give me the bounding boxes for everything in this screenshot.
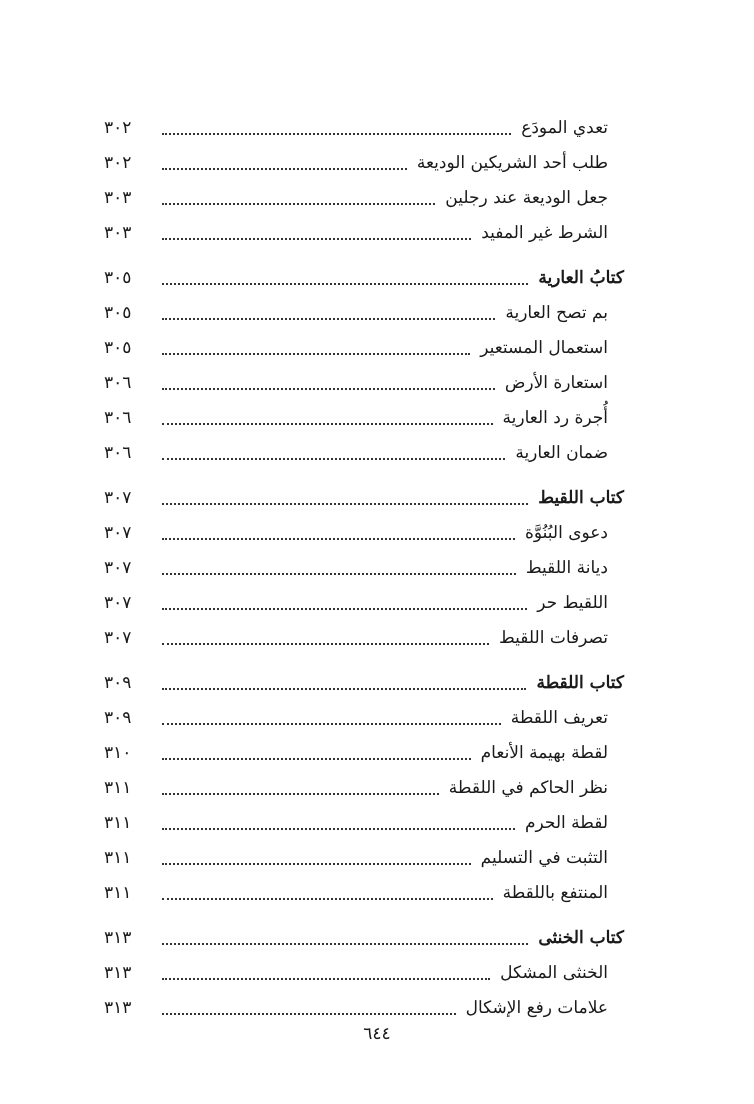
toc-chapter	[104, 665, 624, 700]
toc-entry-title: الخنثى المشكل	[500, 962, 608, 983]
toc-entry	[104, 180, 624, 215]
toc-entry-page: ٣٠٩	[104, 707, 132, 728]
leader-dots	[162, 723, 501, 725]
leader-dots	[162, 1013, 456, 1015]
toc-entry	[104, 805, 624, 840]
toc-entry-page: ٣٠٦	[104, 442, 132, 463]
leader-dots	[162, 283, 528, 285]
page-number: ٦٤٤	[363, 1024, 391, 1044]
table-of-contents	[104, 110, 624, 1025]
toc-entry-title: استعمال المستعير	[480, 337, 608, 358]
toc-entry-page: ٣٠٥	[104, 337, 132, 358]
leader-dots	[162, 503, 528, 505]
toc-entry-page: ٣١١	[104, 777, 132, 798]
leader-dots	[162, 863, 471, 865]
toc-chapter-title: كتاب اللقطة	[536, 672, 624, 693]
toc-entry	[104, 955, 624, 990]
toc-entry-title: التثبت في التسليم	[480, 847, 608, 868]
toc-entry-page: ٣١٣	[104, 962, 132, 983]
toc-entry-page: ٣٠٣	[104, 187, 132, 208]
toc-entry-page: ٣٠٣	[104, 222, 132, 243]
leader-dots	[162, 758, 471, 760]
toc-entry-title: ديانة اللقيط	[525, 557, 608, 578]
toc-entry	[104, 365, 624, 400]
leader-dots	[162, 643, 489, 645]
toc-entry-page: ٣٠٢	[104, 152, 132, 173]
toc-entry	[104, 295, 624, 330]
leader-dots	[162, 608, 527, 610]
toc-entry-page: ٣٠٧	[104, 522, 132, 543]
toc-chapter-title: كتاب اللقيط	[538, 487, 624, 508]
toc-entry-title: المنتفع باللقطة	[502, 882, 608, 903]
leader-dots	[162, 388, 495, 390]
toc-entry-title: اللقيط حر	[537, 592, 608, 613]
toc-entry	[104, 110, 624, 145]
toc-chapter-page: ٣٠٥	[104, 267, 132, 288]
toc-entry	[104, 735, 624, 770]
toc-entry	[104, 875, 624, 910]
toc-entry	[104, 145, 624, 180]
toc-entry	[104, 435, 624, 470]
toc-chapter	[104, 920, 624, 955]
toc-entry	[104, 585, 624, 620]
toc-entry-title: استعارة الأرض	[504, 372, 608, 393]
toc-entry-title: تعريف اللقطة	[510, 707, 608, 728]
leader-dots	[162, 688, 526, 690]
toc-entry	[104, 550, 624, 585]
toc-entry	[104, 990, 624, 1025]
leader-dots	[162, 168, 407, 170]
toc-entry-title: علامات رفع الإشكال	[465, 997, 608, 1018]
toc-entry-title: لقطة الحرم	[524, 812, 608, 833]
toc-chapter	[104, 260, 624, 295]
toc-entry	[104, 770, 624, 805]
toc-chapter	[104, 480, 624, 515]
toc-chapter-page: ٣١٣	[104, 927, 132, 948]
toc-entry-page: ٣٠٧	[104, 592, 132, 613]
leader-dots	[162, 898, 493, 900]
leader-dots	[162, 573, 516, 575]
toc-entry-title: تصرفات اللقيط	[499, 627, 608, 648]
toc-chapter-page: ٣٠٩	[104, 672, 132, 693]
toc-entry-page: ٣٠٢	[104, 117, 132, 138]
toc-entry	[104, 840, 624, 875]
toc-entry-title: بم تصح العارية	[505, 302, 608, 323]
toc-entry-page: ٣١٣	[104, 997, 132, 1018]
toc-entry	[104, 215, 624, 250]
toc-entry-title: نظر الحاكم في اللقطة	[448, 777, 608, 798]
leader-dots	[162, 353, 470, 355]
toc-entry-page: ٣٠٧	[104, 557, 132, 578]
toc-chapter-title: كتاب الخنثى	[538, 927, 624, 948]
toc-entry-title: دعوى البُنُوَّة	[524, 522, 608, 543]
toc-entry-page: ٣١٠	[104, 742, 132, 763]
toc-entry-title: لقطة بهيمة الأنعام	[480, 742, 608, 763]
toc-entry	[104, 515, 624, 550]
toc-entry-title: جعل الوديعة عند رجلين	[445, 187, 608, 208]
leader-dots	[162, 133, 511, 135]
toc-entry-title: ضمان العارية	[515, 442, 608, 463]
toc-entry-title: أُجرة رد العارية	[502, 407, 608, 428]
leader-dots	[162, 203, 435, 205]
toc-entry-page: ٣٠٧	[104, 627, 132, 648]
toc-chapter-title: كتابُ العارية	[538, 267, 624, 288]
leader-dots	[162, 318, 495, 320]
toc-entry-title: الشرط غير المفيد	[481, 222, 608, 243]
leader-dots	[162, 458, 505, 460]
toc-entry-page: ٣١١	[104, 882, 132, 903]
leader-dots	[162, 538, 515, 540]
toc-entry-page: ٣١١	[104, 812, 132, 833]
toc-entry	[104, 400, 624, 435]
toc-entry-page: ٣٠٦	[104, 407, 132, 428]
leader-dots	[162, 943, 528, 945]
toc-entry	[104, 330, 624, 365]
toc-entry-title: تعدي المودَع	[521, 117, 608, 138]
toc-entry-page: ٣١١	[104, 847, 132, 868]
toc-entry-page: ٣٠٥	[104, 302, 132, 323]
toc-entry-title: طلب أحد الشريكين الوديعة	[416, 152, 608, 173]
leader-dots	[162, 828, 515, 830]
leader-dots	[162, 238, 471, 240]
toc-entry	[104, 620, 624, 655]
leader-dots	[162, 793, 439, 795]
leader-dots	[162, 978, 490, 980]
toc-entry-page: ٣٠٦	[104, 372, 132, 393]
toc-entry	[104, 700, 624, 735]
leader-dots	[162, 423, 493, 425]
toc-chapter-page: ٣٠٧	[104, 487, 132, 508]
